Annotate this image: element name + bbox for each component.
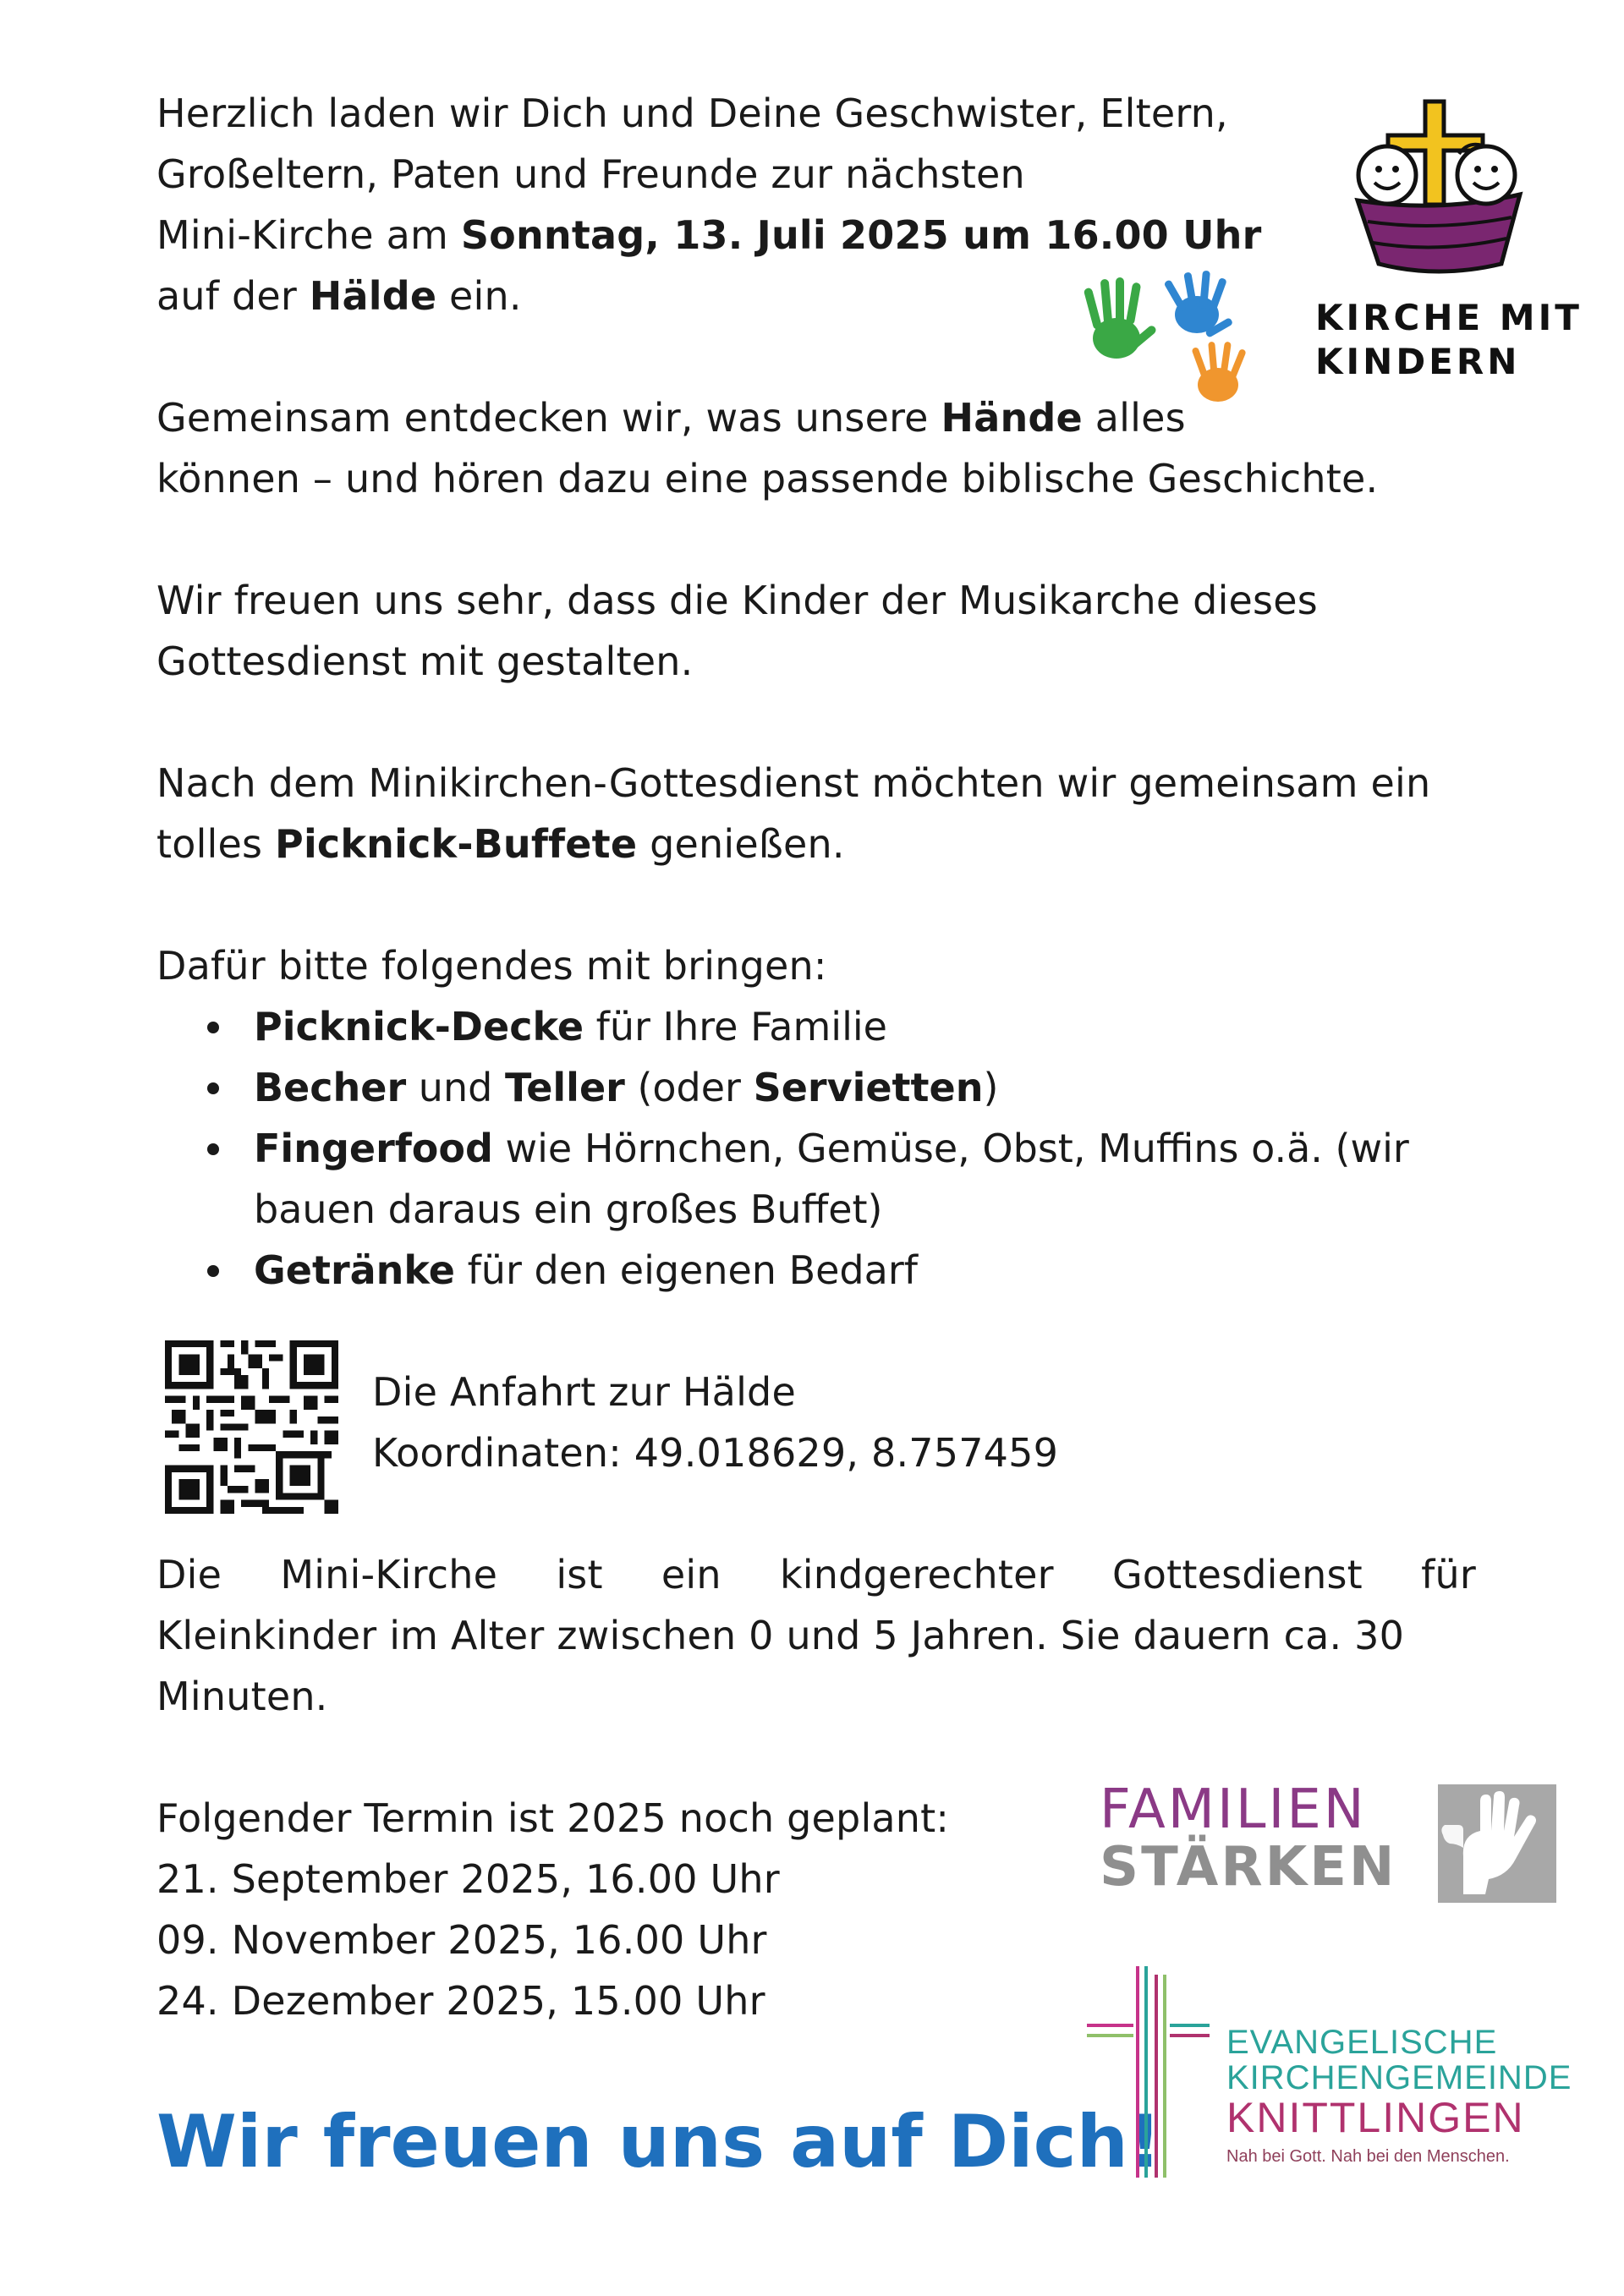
list-item: [203, 1240, 1409, 1301]
kmk-line-1: KIRCHE MIT: [1315, 297, 1583, 338]
qr-code-icon[interactable]: [165, 1340, 338, 1514]
kirche-mit-kindern-wordmark: [1315, 296, 1583, 384]
evangelische-kirchengemeinde-logo: [1087, 1966, 1572, 2186]
event-date: Sonntag, 13. Juli 2025 um 16.00 Uhr: [460, 212, 1262, 258]
intro-line-1: Herzlich laden wir Dich und Deine Geschwister, Eltern,: [156, 90, 1228, 136]
list-item-continuation: bauen daraus ein großes Buffet): [254, 1186, 883, 1232]
theme-line-1-pre: Gemeinsam entdecken wir, was unsere: [156, 395, 941, 441]
list-item-text: für Ihre Familie: [584, 1004, 887, 1049]
list-item-text: wie Hörnchen, Gemüse, Obst, Muffins o.ä. (wir: [492, 1126, 1409, 1171]
picnic-line-1: Nach dem Minikirchen-Gottesdienst möchten wir gemeinsam ein: [156, 760, 1431, 806]
dates-heading: Folgender Termin ist 2025 noch geplant:: [156, 1795, 950, 1841]
evk-slogan: Nah bei Gott. Nah bei den Menschen.: [1226, 2147, 1510, 2166]
fam-line-2: STÄRKEN: [1100, 1836, 1397, 1899]
closing-slogan: Wir freuen uns auf Dich!: [156, 2100, 1162, 2184]
description-word: ist: [556, 1552, 603, 1597]
list-item-bold: Fingerfood: [254, 1126, 493, 1171]
description-word: kindgerechter: [779, 1552, 1054, 1597]
familien-staerken-logo: [1100, 1780, 1556, 1907]
list-item: [203, 1057, 1409, 1118]
directions-block: [372, 1362, 1058, 1483]
list-item-bold: Getränke: [254, 1247, 455, 1293]
intro-line-4-post: ein.: [436, 273, 522, 319]
intro-line-3: [156, 205, 1261, 266]
evk-line-3: KNITTLINGEN: [1226, 2094, 1525, 2141]
directions-title: Die Anfahrt zur Hälde: [372, 1369, 796, 1415]
picnic-paragraph: [156, 753, 1430, 874]
intro-line-2: Großeltern, Paten und Freunde zur nächsten: [156, 151, 1025, 197]
description-line-1: [156, 1544, 1476, 1605]
theme-line-2: können – und hören dazu eine passende biblische Geschichte.: [156, 456, 1379, 501]
date-item: 09. November 2025, 16.00 Uhr: [156, 1917, 767, 1963]
description-word: Mini-Kirche: [280, 1552, 498, 1597]
list-item-text: und: [406, 1065, 505, 1110]
list-item-text: ): [983, 1065, 999, 1110]
coordinates: Koordinaten: 49.018629, 8.757459: [372, 1430, 1059, 1476]
cross-lines-icon: [1087, 1966, 1210, 2186]
list-item-bold: Picknick-Decke: [254, 1004, 584, 1049]
picnic-line-2-pre: tolles: [156, 821, 276, 867]
list-item-bold: Servietten: [753, 1065, 984, 1110]
event-location: Hälde: [309, 273, 437, 319]
theme-line-1-post: alles: [1082, 395, 1186, 441]
description-paragraph: [156, 1544, 1476, 1727]
dates-block: [156, 1788, 949, 2031]
picnic-line-2: [156, 814, 1430, 874]
list-item: [203, 1118, 1409, 1240]
description-word: ein: [661, 1552, 721, 1597]
description-line-2: Kleinkinder im Alter zwischen 0 und 5 Jahren. Sie dauern ca. 30: [156, 1613, 1405, 1658]
date-item: 24. Dezember 2025, 15.00 Uhr: [156, 1978, 765, 2024]
description-word: für: [1421, 1552, 1476, 1597]
theme-keyword: Hände: [941, 395, 1083, 441]
evk-line-1: EVANGELISCHE: [1226, 2024, 1498, 2061]
date-item: 21. September 2025, 16.00 Uhr: [156, 1856, 780, 1902]
colored-hands-icon: [1070, 271, 1273, 423]
bring-list: [203, 996, 1409, 1301]
bring-heading-text: Dafür bitte folgendes mit bringen:: [156, 943, 827, 989]
picnic-line-2-post: genießen.: [637, 821, 845, 867]
musikarche-paragraph: [156, 570, 1318, 692]
bring-heading: [156, 935, 827, 996]
musikarche-line-2: Gottesdienst mit gestalten.: [156, 638, 694, 684]
list-item-bold: Teller: [504, 1065, 625, 1110]
list-item: [203, 996, 1409, 1057]
description-line-3: Minuten.: [156, 1674, 328, 1719]
list-item-text: (oder: [624, 1065, 754, 1110]
intro-line-4-pre: auf der: [156, 273, 310, 319]
musikarche-line-1: Wir freuen uns sehr, dass die Kinder der Musikarche dieses: [156, 578, 1318, 623]
description-word: Gottesdienst: [1111, 1552, 1363, 1597]
kmk-line-2: KINDERN: [1315, 341, 1521, 382]
picnic-keyword: Picknick-Buffete: [275, 821, 638, 867]
fam-line-1: FAMILIEN: [1100, 1778, 1367, 1841]
list-item-text: für den eigenen Bedarf: [454, 1247, 918, 1293]
description-word: Die: [156, 1552, 222, 1597]
church-boat-logo-icon: [1341, 95, 1535, 289]
evk-line-2: KIRCHENGEMEINDE: [1226, 2059, 1572, 2096]
intro-line-3-text: Mini-Kirche am: [156, 212, 461, 258]
list-item-bold: Becher: [254, 1065, 407, 1110]
helping-hands-icon: [1438, 1784, 1556, 1903]
